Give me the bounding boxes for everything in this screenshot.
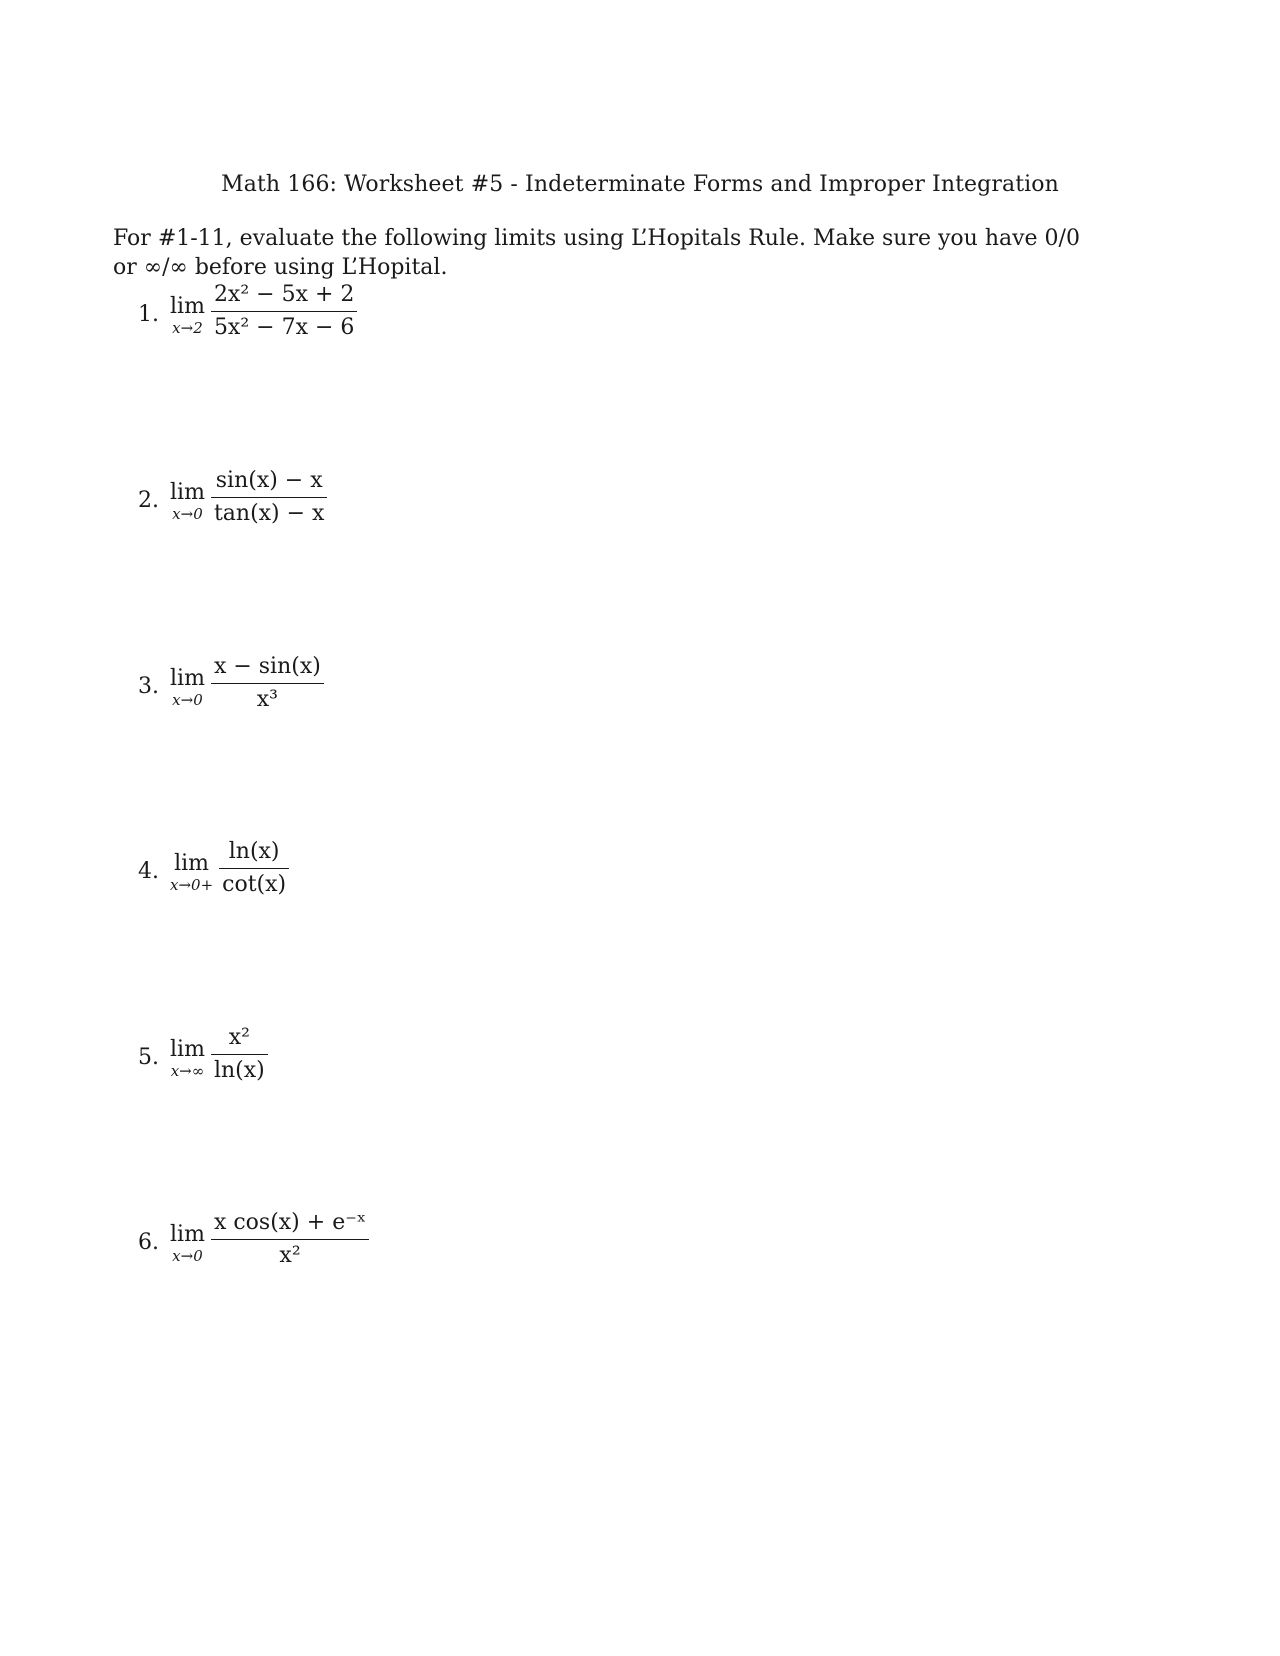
problem-number: 5. [138, 1045, 159, 1070]
lim-text: lim [174, 850, 210, 876]
numerator: x² [228, 1025, 250, 1050]
lim-text: lim [170, 1036, 205, 1062]
fraction [211, 282, 357, 341]
fraction [211, 1210, 369, 1269]
numerator: x − sin(x) [213, 654, 321, 679]
problem-3 [138, 654, 324, 713]
lim-text: lim [170, 293, 205, 319]
problem-2 [138, 468, 327, 527]
denominator: 5x² − 7x − 6 [213, 315, 355, 340]
limit-operator [170, 667, 205, 707]
page-title: Math 166: Worksheet #5 - Indeterminate Forms and Improper Integration [221, 172, 1059, 197]
instructions-paragraph: For #1-11, evaluate the following limits using L’Hopitals Rule. Make sure you have 0/0 or ∞/∞ before using L’Hopital. [113, 226, 1080, 280]
lim-subscript: x→2 [172, 318, 203, 337]
fraction [219, 839, 289, 898]
problem-6 [138, 1210, 369, 1269]
limit-operator [170, 295, 205, 335]
lim-text: lim [170, 1221, 205, 1247]
lim-subscript: x→0 [172, 690, 203, 709]
lim-text: lim [170, 665, 205, 691]
numerator: x cos(x) + e⁻ˣ [213, 1210, 367, 1235]
limit-operator [170, 481, 205, 521]
denominator: x³ [256, 687, 278, 712]
numerator: 2x² − 5x + 2 [213, 282, 355, 307]
fraction [211, 654, 324, 713]
limit-operator [170, 1223, 205, 1263]
problem-number: 2. [138, 488, 159, 513]
fraction [211, 468, 328, 527]
problem-4 [138, 839, 289, 898]
lim-text: lim [170, 479, 205, 505]
fraction [211, 1025, 268, 1084]
denominator: x² [279, 1243, 301, 1268]
numerator: ln(x) [228, 839, 280, 864]
problem-number: 3. [138, 674, 159, 699]
problem-number: 4. [138, 859, 159, 884]
problem-number: 1. [138, 302, 159, 327]
problem-number: 6. [138, 1230, 159, 1255]
lim-subscript: x→∞ [170, 1061, 205, 1080]
denominator: cot(x) [222, 872, 287, 897]
numerator: sin(x) − x [215, 468, 323, 493]
denominator: tan(x) − x [213, 501, 325, 526]
denominator: ln(x) [213, 1058, 265, 1083]
lim-subscript: x→0+ [170, 875, 214, 894]
limit-operator [170, 852, 213, 892]
problem-1 [138, 282, 357, 341]
problem-5 [138, 1025, 268, 1084]
lim-subscript: x→0 [172, 1246, 203, 1265]
lim-subscript: x→0 [172, 504, 203, 523]
limit-operator [170, 1038, 205, 1078]
